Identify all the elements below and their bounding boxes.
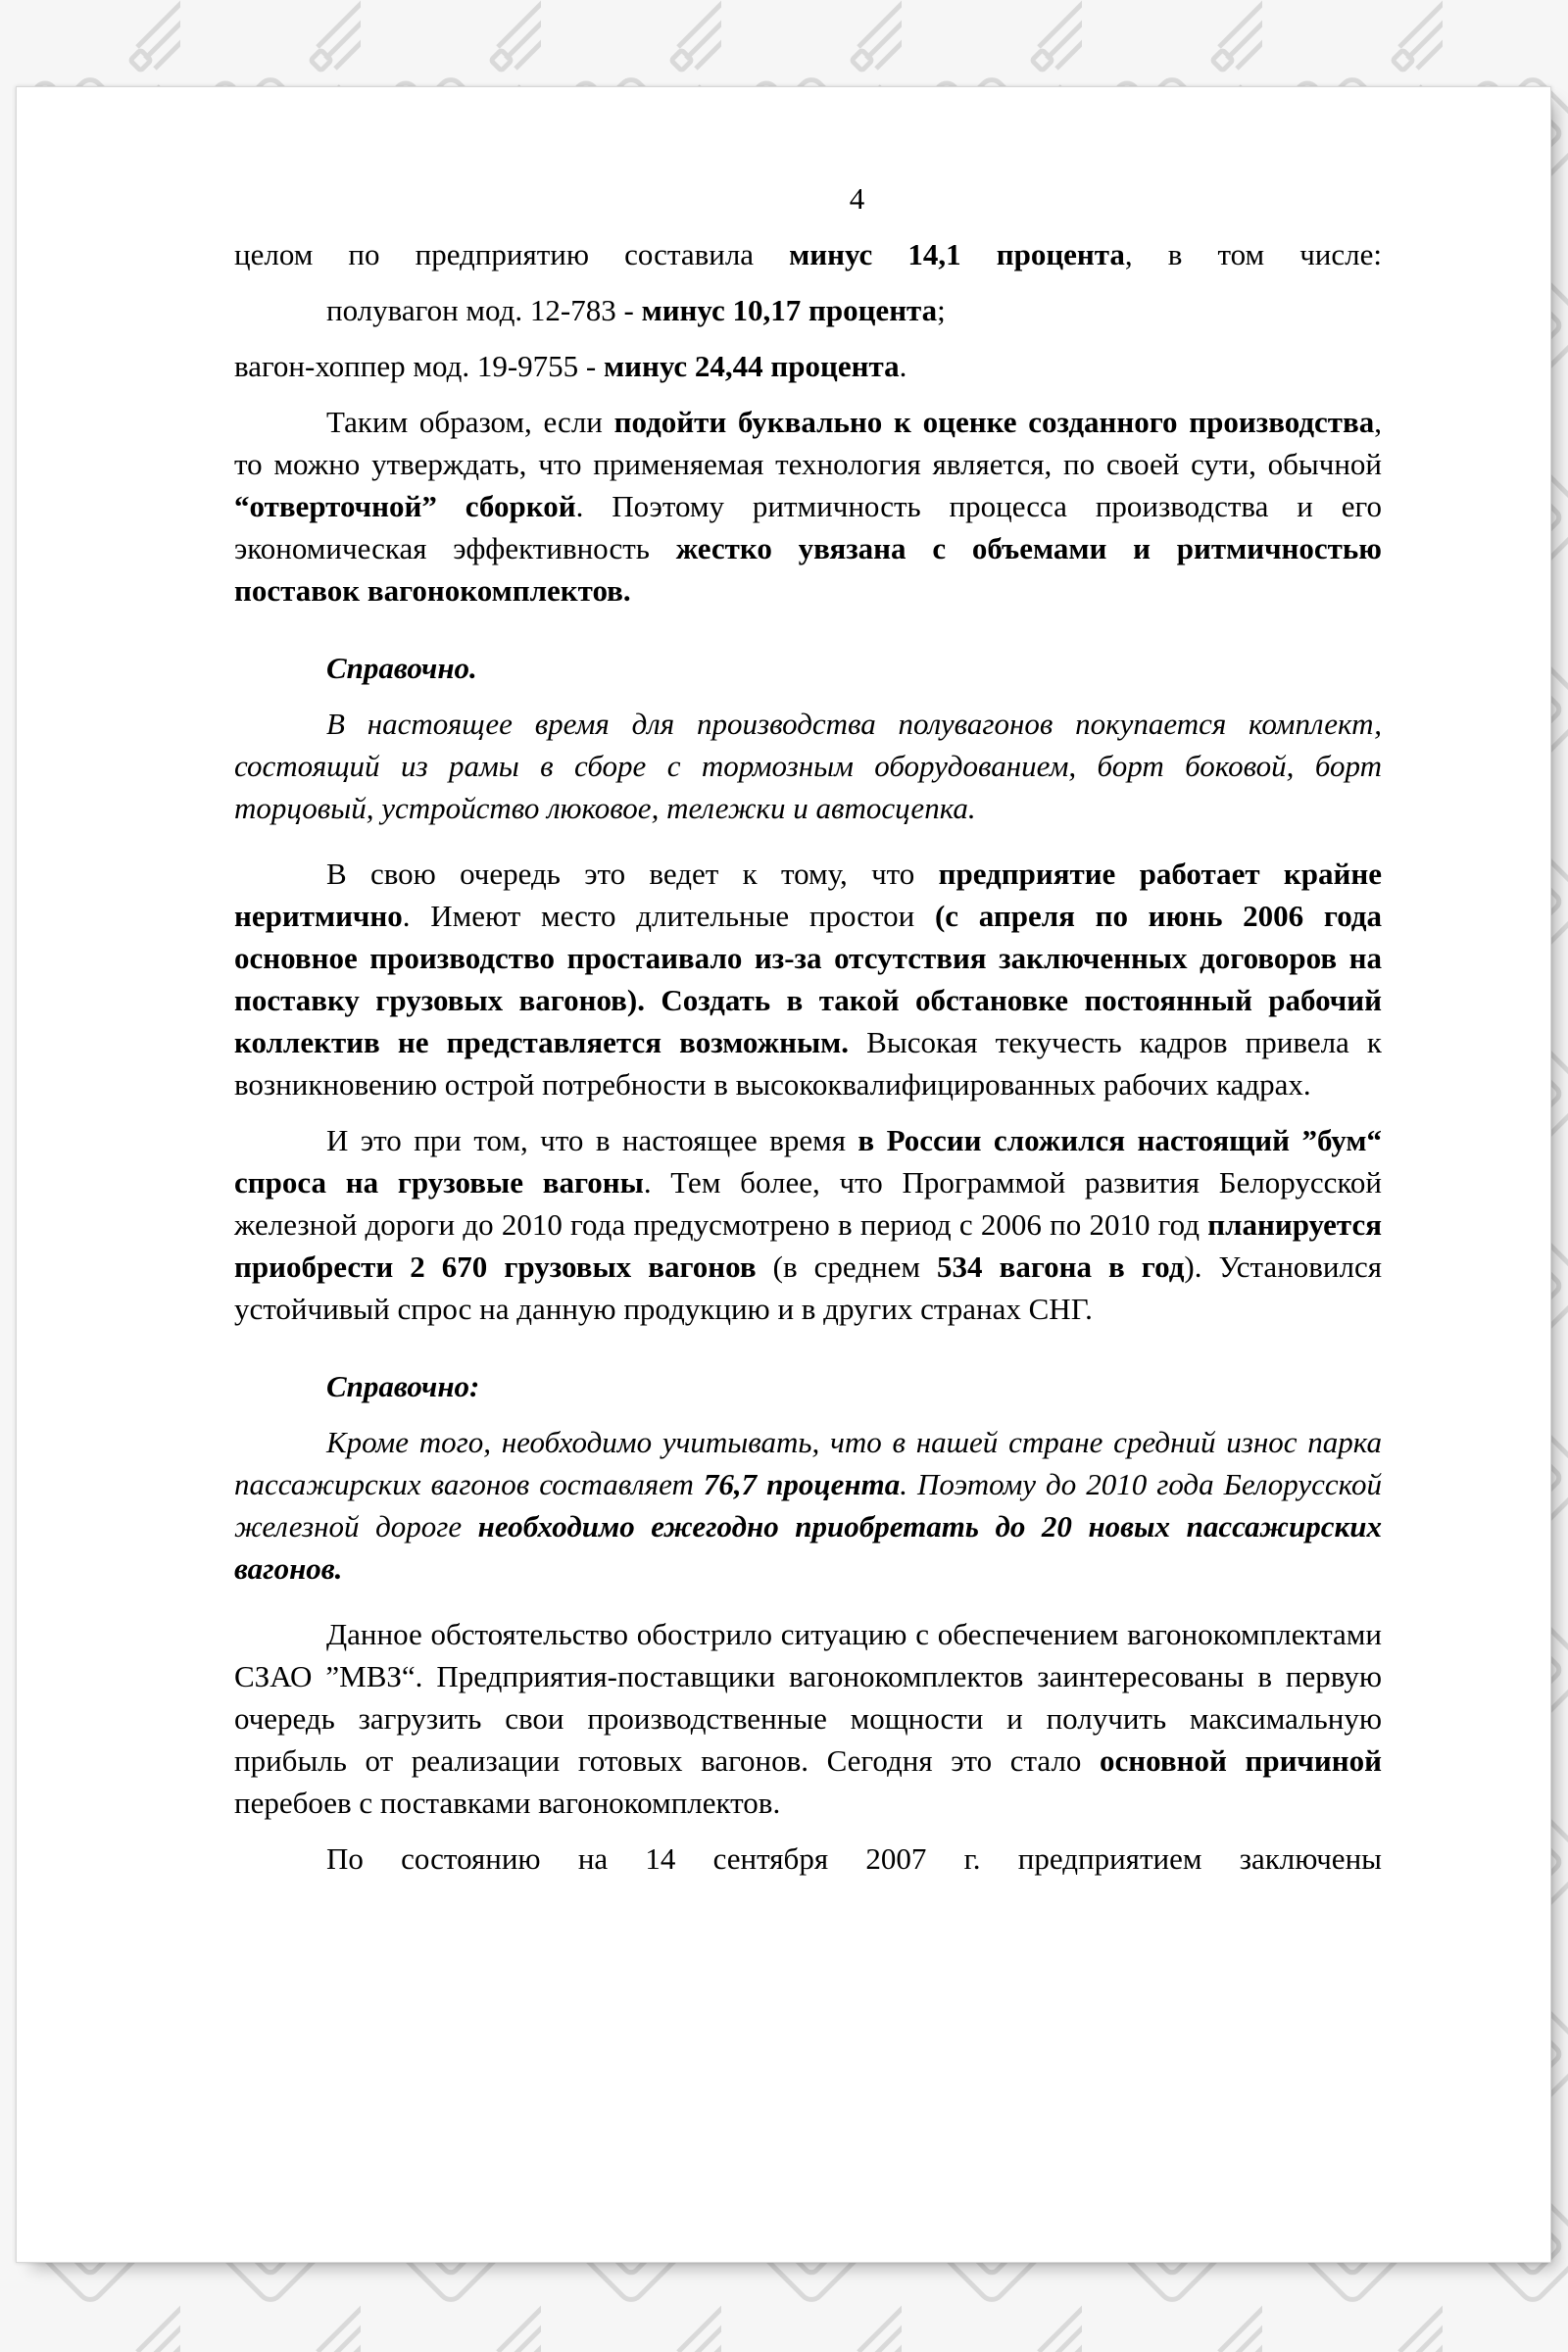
text-run-bold: минус 14,1 процента (789, 237, 1125, 271)
text-run-bold: Справочно: (326, 1369, 480, 1403)
text-run-bold: основной причиной (1100, 1743, 1382, 1778)
text-run: . Имеют место длительные простои (402, 899, 935, 933)
text-run-bold: (с апреля по июнь 2006 года основное производство простаивало из-за отсутствия заключенных договоров на поставку грузовых вагонов). Создать в такой обстановке постоянный рабочий коллектив не представляется возможным. (234, 899, 1382, 1059)
paragraph-reference-note-1 (234, 703, 1382, 829)
text-run: целом по предприятию составила (234, 237, 790, 271)
paragraph-assembly-assessment (234, 401, 1382, 612)
text-run: ). Установился устойчивый спрос на данную продукцию и в других странах СНГ. (234, 1250, 1382, 1326)
text-run-bold: в России сложился настоящий ”бум“ спроса на грузовые вагоны (234, 1123, 1382, 1200)
text-run: И это при том, что в настоящее время (326, 1123, 858, 1157)
page-number: 4 (849, 181, 865, 216)
text-run: вагон-хоппер мод. 19-9755 - (234, 349, 604, 383)
paragraph-gondola-car (234, 289, 1382, 331)
text-run-bold: Справочно. (326, 651, 477, 685)
paragraph-contracts-status (234, 1838, 1382, 1880)
text-run: ; (937, 293, 946, 327)
text-run-bold: подойти буквально к оценке созданного производства (613, 405, 1375, 439)
heading-reference-note-2 (234, 1365, 1382, 1407)
text-run: В свою очередь это ведет к тому, что (326, 857, 939, 891)
text-run-bold: планируется приобрести 2 670 грузовых вагонов (234, 1207, 1382, 1284)
paragraph-reference-note-2 (234, 1421, 1382, 1590)
text-run: , то можно утверждать, что применяемая технология является, по своей сути, обычной (234, 405, 1383, 481)
paragraph-total-percent (234, 233, 1382, 275)
text-run: Данное обстоятельство обострило ситуацию с обеспечением вагонокомплектами СЗАО ”МВЗ“. Предприятия-поставщики вагонокомплектов заинтересованы в первую очередь загрузить свои производственные мощности и получить максимальную прибыль от реализации готовых вагонов. Сегодня это стало (234, 1617, 1382, 1778)
paragraph-supply-situation (234, 1613, 1382, 1824)
text-run: (в среднем (756, 1250, 938, 1284)
text-run: . Поэтому до 2010 года Белорусской железной дороге (234, 1467, 1382, 1544)
text-run-bold: минус 24,44 процента (604, 349, 900, 383)
paragraph-demand-boom (234, 1119, 1382, 1330)
text-run-bold: “отверточной” сборкой (234, 489, 576, 523)
document-page (16, 86, 1551, 2263)
text-run: . (899, 349, 907, 383)
text-run-bold: необходимо ежегодно приобретать до 20 новых пассажирских вагонов. (234, 1509, 1382, 1586)
text-run: . Тем более, что Программой развития Белорусской железной дороги до 2010 года предусмотрено в период с 2006 по 2010 год (234, 1165, 1382, 1242)
document-body (234, 233, 1382, 1880)
text-run: полувагон мод. 12-783 - (326, 293, 642, 327)
page-content (17, 87, 1550, 1880)
text-run: Таким образом, если (326, 405, 614, 439)
text-run-bold: 76,7 процента (703, 1467, 901, 1501)
text-run: перебоев с поставками вагонокомплектов. (234, 1786, 781, 1820)
text-run-bold: жестко увязана с объемами и ритмичностью поставок вагонокомплектов. (234, 531, 1382, 608)
text-run: В настоящее время для производства полувагонов покупается комплект, состоящий из рамы в сборе с тормозным оборудованием, борт боковой, борт торцовый, устройство люковое, тележки и автосцепка. (234, 707, 1382, 825)
text-run-bold: минус 10,17 процента (641, 293, 938, 327)
paragraph-irregular-operation (234, 853, 1382, 1105)
text-run: . Поэтому ритмичность процесса производства и его экономическая эффективность (234, 489, 1382, 565)
text-run-bold: 534 вагона в год (937, 1250, 1185, 1284)
paragraph-hopper-car (234, 345, 1382, 387)
text-run: По состоянию на 14 сентября 2007 г. предприятием заключены (326, 1841, 1382, 1876)
text-run-bold: предприятие работает крайне неритмично (234, 857, 1382, 933)
text-run: Кроме того, необходимо учитывать, что в нашей стране средний износ парка пассажирских вагонов составляет (234, 1425, 1382, 1501)
heading-reference-note-1 (234, 647, 1382, 689)
text-run: , в том числе: (1124, 237, 1382, 271)
text-run: Высокая текучесть кадров привела к возникновению острой потребности в высококвалифицированных рабочих кадрах. (234, 1025, 1382, 1102)
